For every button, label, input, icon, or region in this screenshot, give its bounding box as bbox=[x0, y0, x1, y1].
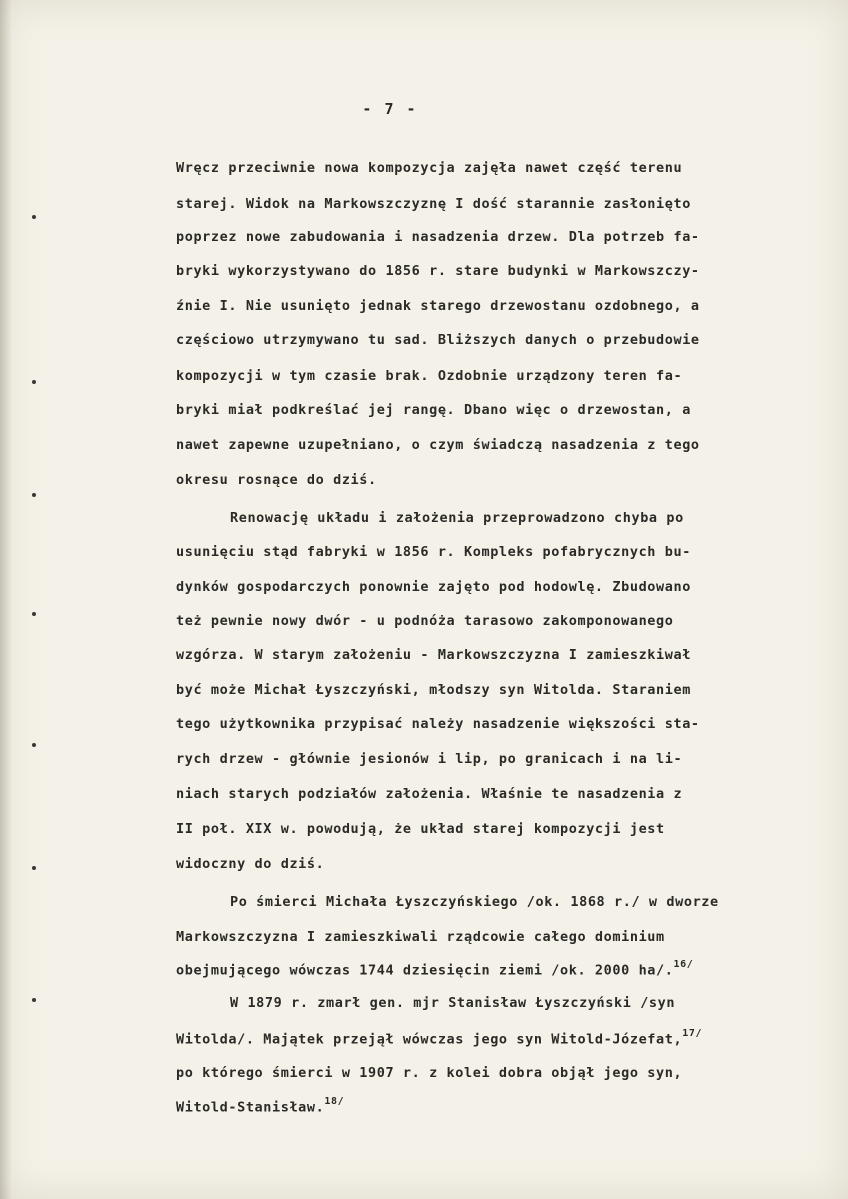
text-line: dynków gospodarczych ponownie zajęto pod hodowlę. Zbudowano bbox=[176, 579, 691, 595]
text-line: rych drzew - głównie jesionów i lip, po granicach i na li- bbox=[176, 751, 683, 767]
text-line: bryki miał podkreślać jej rangę. Dbano więc o drzewostan, a bbox=[176, 402, 691, 418]
margin-dot bbox=[32, 380, 36, 384]
footnote-16: 16/ bbox=[673, 959, 694, 970]
text-line: bryki wykorzystywano do 1856 r. stare budynki w Markowszczy- bbox=[176, 263, 700, 279]
text-line: tego użytkownika przypisać należy nasadzenie większości sta- bbox=[176, 716, 700, 732]
text-line: Renowację układu i założenia przeprowadzono chyba po bbox=[230, 510, 684, 526]
text-line: II poł. XIX w. powodują, że układ starej kompozycji jest bbox=[176, 821, 665, 837]
text-line bbox=[176, 1030, 702, 1048]
text-line: być może Michał Łyszczyński, młodszy syn Witolda. Staraniem bbox=[176, 682, 691, 698]
text-line: okresu rosnące do dziś. bbox=[176, 472, 377, 488]
text-line: Po śmierci Michała Łyszczyńskiego /ok. 1868 r./ w dworze bbox=[230, 894, 719, 910]
text-line bbox=[176, 1098, 344, 1116]
text-line: starej. Widok na Markowszczyznę I dość starannie zasłonięto bbox=[176, 196, 691, 212]
footnote-17: 17/ bbox=[682, 1028, 703, 1039]
text-line: nawet zapewne uzupełniano, o czym świadczą nasadzenia z tego bbox=[176, 437, 700, 453]
text-line: kompozycji w tym czasie brak. Ozdobnie urządzony teren fa- bbox=[176, 368, 683, 384]
scan-edge-shadow bbox=[0, 0, 12, 1199]
text-line-content: obejmującego wówczas 1744 dziesięcin ziemi /ok. 2000 ha/. bbox=[176, 962, 674, 979]
margin-dot bbox=[32, 866, 36, 870]
text-line: wzgórza. W starym założeniu - Markowszczyzna I zamieszkiwał bbox=[176, 647, 691, 663]
text-line: widoczny do dziś. bbox=[176, 856, 325, 872]
footnote-18: 18/ bbox=[324, 1096, 345, 1107]
text-line: usunięciu stąd fabryki w 1856 r. Kompleks pofabrycznych bu- bbox=[176, 544, 691, 560]
margin-dot bbox=[32, 215, 36, 219]
text-line: poprzez nowe zabudowania i nasadzenia drzew. Dla potrzeb fa- bbox=[176, 229, 700, 245]
margin-dot bbox=[32, 998, 36, 1002]
text-line bbox=[176, 961, 693, 979]
text-line: W 1879 r. zmarł gen. mjr Stanisław Łyszczyński /syn bbox=[230, 995, 676, 1011]
text-line: Markowszczyzna I zamieszkiwali rządcowie całego dominium bbox=[176, 929, 665, 945]
text-line: po którego śmierci w 1907 r. z kolei dobra objął jego syn, bbox=[176, 1065, 683, 1081]
margin-dot bbox=[32, 493, 36, 497]
page-number: - 7 - bbox=[362, 100, 418, 118]
text-line: niach starych podziałów założenia. Właśnie te nasadzenia z bbox=[176, 786, 683, 802]
text-line-content: Witolda/. Majątek przejął wówczas jego syn Witold-Józefat, bbox=[176, 1031, 683, 1048]
text-line-content: Witold-Stanisław. bbox=[176, 1099, 325, 1116]
text-line: też pewnie nowy dwór - u podnóża tarasowo zakomponowanego bbox=[176, 613, 674, 629]
text-line: Wręcz przeciwnie nowa kompozycja zajęła nawet część terenu bbox=[176, 160, 683, 176]
text-line: częściowo utrzymywano tu sad. Bliższych danych o przebudowie bbox=[176, 332, 700, 348]
text-line: źnie I. Nie usunięto jednak starego drzewostanu ozdobnego, a bbox=[176, 298, 700, 314]
margin-dot bbox=[32, 743, 36, 747]
margin-dot bbox=[32, 612, 36, 616]
